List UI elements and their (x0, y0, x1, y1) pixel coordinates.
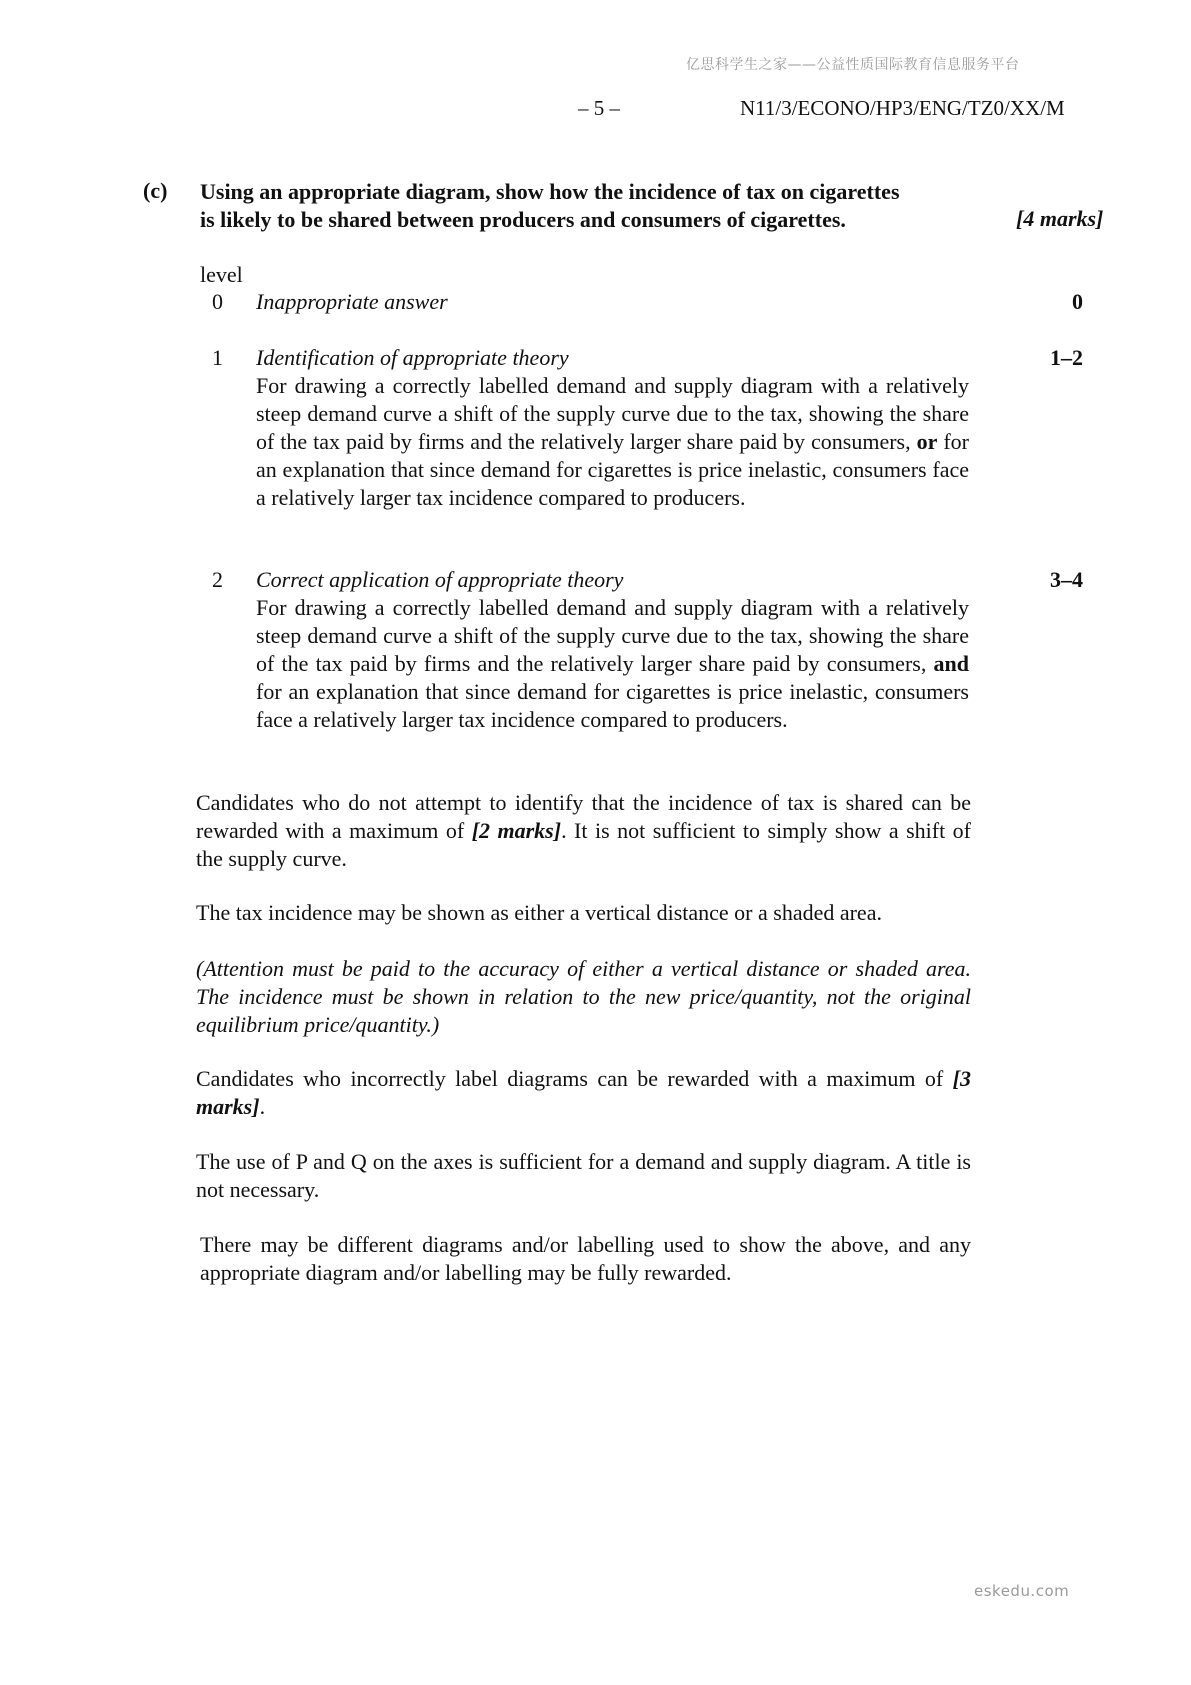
level-desc-emphasis: or (916, 429, 938, 454)
level-desc-part: For drawing a correctly labelled demand and supply diagram with a relatively steep demand curve a shift of the supply curve due to the tax, showing the share of the tax paid by firms and the relatively larger share paid by consumers, (256, 373, 969, 454)
note-axes: The use of P and Q on the axes is sufficient for a demand and supply diagram. A title is not necessary. (196, 1149, 971, 1202)
level-title: Identification of appropriate theory (256, 345, 569, 370)
watermark-bottom: eskedu.com (974, 1582, 1070, 1600)
question-text (200, 178, 975, 234)
note-tax-incidence: The tax incidence may be shown as either a vertical distance or a shaded area. (196, 900, 882, 925)
question-label: (c) (143, 178, 168, 203)
note-attention: (Attention must be paid to the accuracy of either a vertical distance or shaded area. The incidence must be shown in relation to the new price/quantity, not the original equilibrium price/quantity.) (196, 956, 971, 1037)
level-desc-part: For drawing a correctly labelled demand and supply diagram with a relatively steep demand curve a shift of the supply curve due to the tax, showing the share of the tax paid by firms and the relatively larger share paid by consumers, (256, 595, 969, 676)
level-heading: level (200, 262, 243, 287)
note-text: Candidates who incorrectly label diagrams can be rewarded with a maximum of (196, 1066, 953, 1091)
note-max-two-marks (196, 789, 971, 873)
question-text-line1: Using an appropriate diagram, show how the incidence of tax on cigarettes (200, 179, 900, 204)
level-marks: 3–4 (1050, 567, 1083, 592)
level-marks: 1–2 (1050, 345, 1083, 370)
level-description (256, 372, 969, 512)
document-code: N11/3/ECONO/HP3/ENG/TZ0/XX/M (740, 96, 1065, 120)
level-desc-emphasis: and (933, 651, 969, 676)
level-desc-part: for an explanation that since demand for cigarettes is price inelastic, consumers face a relatively larger tax incidence compared to producers. (256, 429, 970, 510)
level-number: 1 (212, 345, 223, 370)
level-number: 0 (212, 289, 223, 314)
level-title: Inappropriate answer (256, 289, 448, 314)
question-marks: [4 marks] (1016, 206, 1104, 231)
note-text: . (259, 1094, 266, 1119)
watermark-top: 亿思科学生之家——公益性质国际教育信息服务平台 (686, 57, 1020, 73)
note-marks: [2 marks] (471, 818, 562, 843)
level-marks: 0 (1072, 289, 1083, 314)
level-title: Correct application of appropriate theory (256, 567, 624, 592)
note-marks: [3 marks] (196, 1066, 971, 1119)
note-text: . It is not sufficient to simply show a shift of the supply curve. (196, 818, 971, 871)
level-desc-part: for an explanation that since demand for cigarettes is price inelastic, consumers face a relatively larger tax incidence compared to producers. (256, 679, 969, 732)
level-number: 2 (212, 567, 223, 592)
note-max-three-marks (196, 1065, 971, 1121)
question-text-line2: is likely to be shared between producers and consumers of cigarettes. (200, 207, 846, 232)
note-text: Candidates who do not attempt to identify that the incidence of tax is shared can be rewarded with a maximum of (196, 790, 971, 843)
note-different-diagrams: There may be different diagrams and/or labelling used to show the above, and any appropriate diagram and/or labelling may be fully rewarded. (200, 1232, 971, 1285)
level-description (256, 594, 969, 734)
page-number: – 5 – (578, 96, 620, 120)
